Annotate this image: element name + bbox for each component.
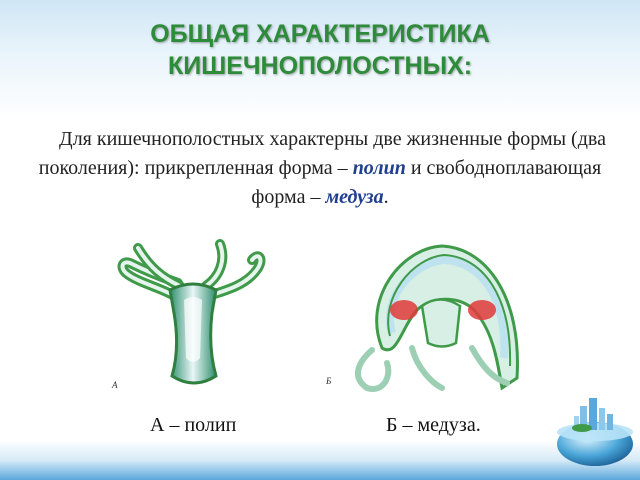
globe-city-icon <box>552 392 638 478</box>
polyp-letter: А <box>112 380 118 390</box>
title-line-2: КИШЕЧНОПОЛОСТНЫХ: <box>167 52 473 80</box>
polyp-illustration <box>108 238 278 408</box>
slide-title <box>0 18 640 82</box>
footer-background <box>0 440 640 480</box>
medusa-term: медуза <box>325 186 384 208</box>
body-paragraph <box>20 125 620 212</box>
body-text-part-3: . <box>383 186 389 208</box>
polyp-caption: А – полип <box>150 414 237 436</box>
medusa-illustration <box>322 238 532 398</box>
medusa-letter: Б <box>326 376 332 386</box>
polyp-term: полип <box>352 157 406 179</box>
medusa-caption: Б – медуза. <box>386 414 481 436</box>
body-text-part-2: и свободноплавающая форма – <box>251 157 602 208</box>
body-text-part-1: Для кишечнополостных характерны две жизненные формы (два поколения): прикрепленная форма – <box>38 128 606 179</box>
title-line-1: ОБЩАЯ ХАРАКТЕРИСТИКА <box>150 20 490 48</box>
